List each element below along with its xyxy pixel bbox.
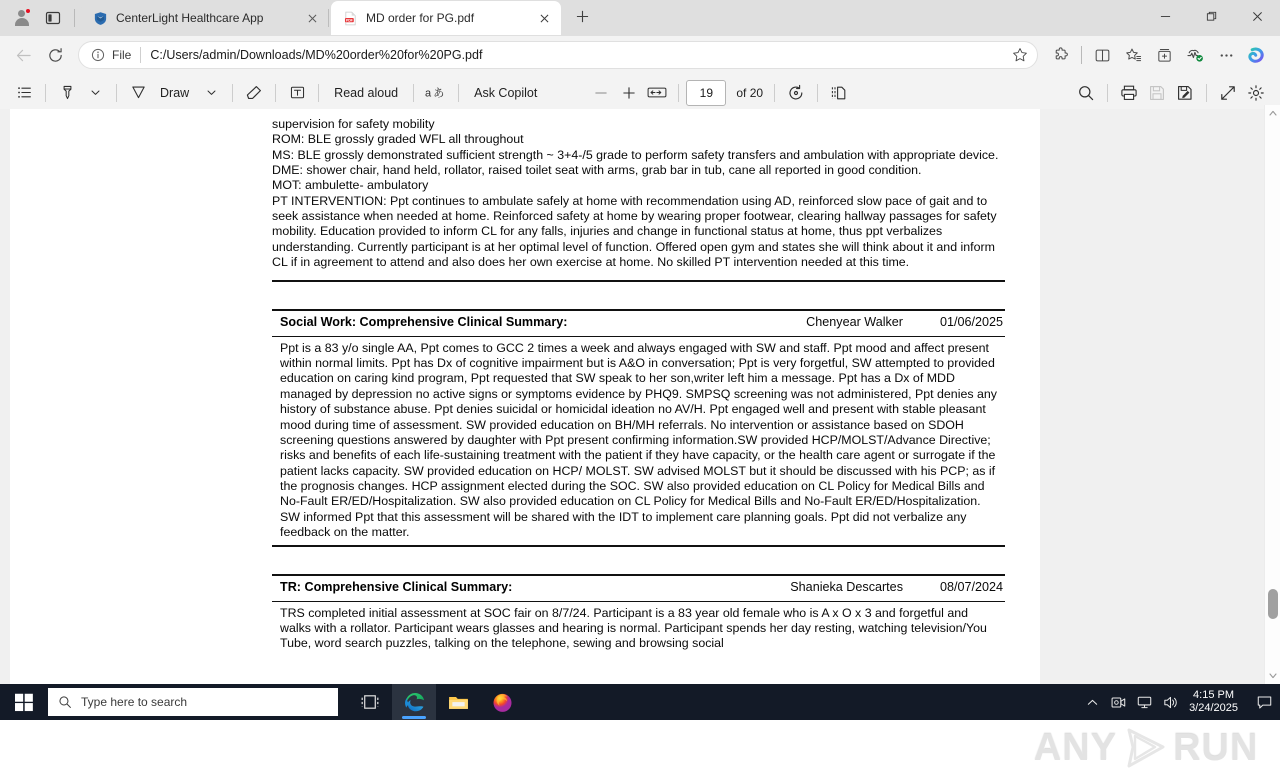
address-bar[interactable]: [78, 41, 1038, 69]
section-header: [272, 311, 1005, 335]
page-count-label: of 20: [736, 85, 764, 100]
browser-tab-centerlight[interactable]: [81, 1, 329, 35]
tab-strip: [0, 0, 1280, 36]
collections-icon[interactable]: [1149, 40, 1179, 70]
divider: [413, 84, 414, 102]
pdf-icon: [342, 10, 358, 26]
microsoft-edge-icon[interactable]: [392, 684, 436, 720]
watermark-left-text: ANY: [1033, 726, 1117, 769]
zoom-out-button[interactable]: [587, 79, 615, 107]
divider: [318, 84, 319, 102]
maximize-button[interactable]: [1188, 0, 1234, 32]
ask-copilot-button[interactable]: Ask Copilot: [474, 85, 538, 100]
draw-chevron-down-icon[interactable]: [197, 79, 225, 107]
page-view-icon[interactable]: [825, 79, 853, 107]
close-icon[interactable]: [535, 9, 553, 27]
pdf-page: [10, 109, 1040, 684]
divider: [1206, 84, 1207, 102]
divider: [275, 84, 276, 102]
divider: [74, 9, 75, 27]
scrollbar-thumb[interactable]: [1268, 589, 1278, 619]
chevron-up-icon[interactable]: [1079, 684, 1105, 720]
zoom-in-button[interactable]: [615, 79, 643, 107]
page-number-input[interactable]: 19: [686, 80, 726, 106]
volume-icon[interactable]: [1157, 684, 1183, 720]
minimize-button[interactable]: [1142, 0, 1188, 32]
browser-tab-title: MD order for PG.pdf: [366, 11, 475, 25]
search-icon: [58, 695, 72, 709]
info-icon[interactable]: [89, 46, 107, 64]
windows-taskbar: [0, 684, 1280, 720]
file-explorer-icon[interactable]: [436, 684, 480, 720]
taskbar-pinned-apps: [348, 684, 524, 720]
doc-line: DME: shower chair, hand held, rollator, raised toilet seat with arms, grab bar in tub, cane all reported in good condition.: [272, 163, 922, 178]
play-triangle-icon: [1121, 725, 1169, 771]
section-title: TR: Comprehensive Clinical Summary:: [280, 580, 513, 595]
divider: [1081, 46, 1082, 64]
action-center-icon[interactable]: [1248, 684, 1280, 720]
toc-icon[interactable]: [10, 79, 38, 107]
translate-icon[interactable]: [421, 79, 451, 107]
split-screen-icon[interactable]: [1087, 40, 1117, 70]
navigation-bar: [0, 36, 1280, 74]
pdf-toolbar: [0, 74, 1280, 112]
doc-line: ROM: BLE grossly graded WFL all throughout: [272, 132, 524, 147]
anyrun-watermark: [1033, 721, 1259, 775]
divider: [458, 84, 459, 102]
browser-tab-md-order-pdf[interactable]: [331, 1, 561, 35]
browser-toolbar-buttons: [1046, 40, 1272, 70]
draw-button[interactable]: Draw: [160, 85, 190, 100]
save-icon[interactable]: [1143, 79, 1171, 107]
add-text-icon[interactable]: [283, 79, 311, 107]
favorites-icon[interactable]: [1118, 40, 1148, 70]
close-icon[interactable]: [303, 9, 321, 27]
section-author: Chenyear Walker: [806, 315, 903, 330]
refresh-icon[interactable]: [40, 40, 70, 70]
section-header: [272, 576, 1005, 600]
section-author: Shanieka Descartes: [790, 580, 903, 595]
svg-text:a: a: [425, 87, 432, 100]
doc-line: MS: BLE grossly demonstrated sufficient strength ~ 3+4-/5 grade to perform safety transfers and ambulation with appropriate device.: [272, 147, 999, 162]
doc-line: PT INTERVENTION: Ppt continues to ambulate safely at home with recommendation using AD, reinforced slow pace of gait and to seek assistance when needed at home. Reinforced safety at home by wearing proper footwear, clearing hallway passages for safety mobility. Education provided to inform CL for any falls, injuries and change in functional status at home, thus ppt verbalizes understanding. Currently participant is at her optimal level of function. Offered open gym and states she will think about it and inform CL if in agreement to attend and also does her own exercise at home. No skilled PT intervention needed at this time.: [272, 193, 997, 270]
watermark-right-text: RUN: [1172, 726, 1259, 769]
divider: [678, 84, 679, 102]
read-aloud-button[interactable]: Read aloud: [334, 85, 399, 100]
tab-actions-menu-icon[interactable]: [38, 3, 68, 33]
settings-more-icon[interactable]: [1211, 40, 1241, 70]
close-window-button[interactable]: [1234, 0, 1280, 32]
eraser-icon[interactable]: [240, 79, 268, 107]
pdf-page-content: [272, 109, 1005, 657]
back-arrow-icon[interactable]: [8, 40, 38, 70]
profile-button[interactable]: [6, 3, 36, 33]
url-scheme-label: File: [112, 48, 132, 62]
section-date: 08/07/2024: [939, 580, 1003, 595]
divider: [140, 47, 141, 63]
doc-line: MOT: ambulette- ambulatory: [272, 178, 429, 193]
copilot-icon[interactable]: [1242, 40, 1272, 70]
extensions-icon[interactable]: [1046, 40, 1076, 70]
save-as-icon[interactable]: [1171, 79, 1199, 107]
divider: [45, 84, 46, 102]
pt-narrative-block: [272, 109, 1005, 270]
section-title: Social Work: Comprehensive Clinical Summary:: [280, 315, 568, 330]
taskbar-clock[interactable]: [1183, 689, 1248, 715]
divider: [1107, 84, 1108, 102]
search-icon[interactable]: [1072, 79, 1100, 107]
taskbar-search-input[interactable]: [48, 688, 338, 716]
section-social-work: [272, 309, 1005, 547]
doc-line: supervision for safety mobility: [272, 117, 435, 131]
section-date: 01/06/2025: [939, 315, 1003, 330]
scroll-up-arrow-icon[interactable]: [1265, 105, 1281, 121]
firefox-icon[interactable]: [480, 684, 524, 720]
clock-date: 3/24/2025: [1189, 702, 1238, 714]
highlight-icon[interactable]: [53, 79, 81, 107]
section-body: Ppt is a 83 y/o single AA, Ppt comes to GCC 2 times a week and always engaged with SW and staff. Ppt mood and affect present within normal limits. Ppt has Dx of cognitive impairment but is A&O in conversation; Ppt is very forgetful, SW attempted to provided education on caring kind program, Ppt requested that SW speak to her son,writer left him a message. Ppt has a Dx of MDD managed by depression no active signs or symptoms evidence by PHQ9. SMPSQ screening was not administered, Ppt denies any history of substance abuse. Ppt denies suicidal or homicidal ideation no AV/H. Ppt engaged well and present with stable pleasant mood during time of assessment. SW provided education on BH/MH referrals. No intervention or assistance based on SDOH screening questions answered by daughter with Ppt present confirming information.SW provided HCP/MOLST/Advance Directive; risks and benefits of each life-sustaining treatment with the patient if they have capacity, or the health care agent or surrogate if the patient lacks capacity. SW provided education on HCP/ MOLST. SW advised MOLST but it should be discussed with his PCP; as if the prognosis changes. HCP assignment elected during the SOC. SW also provided education on CL Policy for Medical Bills and No-Fault ER/ED/Hospitalization. SW also provided education on CL Policy for Medical Bills and No-Fault ER/ED/Hospitalization. SW informed Ppt that this assessment will be shared with the IDT to implement care planning goals. Ppt did not verbalize any feedback on the matter.: [280, 340, 997, 539]
rotate-icon[interactable]: [782, 79, 810, 107]
browser-tab-title: CenterLight Healthcare App: [116, 11, 264, 25]
profile-notification-badge: [25, 8, 31, 14]
print-icon[interactable]: [1115, 79, 1143, 107]
task-view-icon[interactable]: [348, 684, 392, 720]
divider: [116, 84, 117, 102]
window-controls: [1142, 0, 1280, 32]
clock-time: 4:15 PM: [1193, 689, 1235, 701]
svg-text:あ: あ: [433, 87, 445, 100]
scroll-down-arrow-icon[interactable]: [1265, 668, 1281, 684]
gear-icon[interactable]: [1242, 79, 1270, 107]
system-tray: [1079, 684, 1280, 720]
url-text[interactable]: C:/Users/admin/Downloads/MD%20order%20for%20PG.pdf: [150, 48, 483, 62]
browser-essentials-icon[interactable]: [1180, 40, 1210, 70]
favorite-star-icon[interactable]: [1007, 42, 1033, 68]
divider: [817, 84, 818, 102]
shield-icon: [92, 10, 108, 26]
network-icon[interactable]: [1131, 684, 1157, 720]
fit-page-icon[interactable]: [643, 79, 671, 107]
taskbar-search-placeholder: Type here to search: [81, 695, 188, 709]
windows-start-icon[interactable]: [0, 684, 48, 720]
divider: [774, 84, 775, 102]
vertical-scrollbar[interactable]: [1264, 105, 1280, 684]
section-tr: [272, 574, 1005, 656]
fullscreen-icon[interactable]: [1214, 79, 1242, 107]
divider: [232, 84, 233, 102]
draw-icon[interactable]: [124, 79, 152, 107]
section-body: TRS completed initial assessment at SOC fair on 8/7/24. Participant is a 83 year old female who is A x O x 3 and forgetful and walks with a rollator. Participant wears glasses and hearing is normal. Participant spends her day resting, watching television/You Tube, word search puzzles, talking on the telephone, sewing and browsing social: [280, 605, 987, 651]
screen-recorder-icon[interactable]: [1105, 684, 1131, 720]
new-tab-button[interactable]: [567, 2, 597, 32]
highlight-chevron-down-icon[interactable]: [81, 79, 109, 107]
tab-strip-left-controls: [0, 0, 599, 36]
svg-text:PDF: PDF: [345, 17, 353, 22]
